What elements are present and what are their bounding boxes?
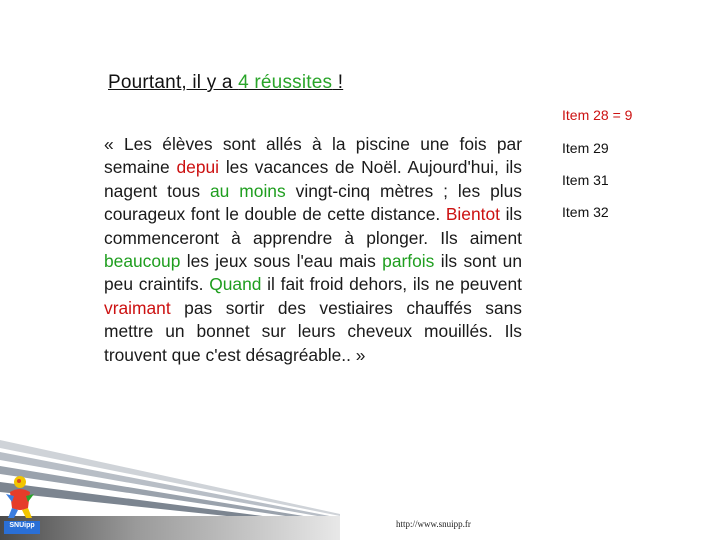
title-end: ! bbox=[332, 72, 344, 93]
text-segment: ils sont un peu craintifs. bbox=[104, 251, 522, 295]
page-title bbox=[108, 72, 343, 94]
text-segment: « Les élèves sont allés à la piscine une fois par semaine bbox=[104, 134, 522, 178]
text-segment: vingt-cinq mètres ; les plus courageux font le double de cette distance. bbox=[104, 180, 523, 225]
footer-bar bbox=[0, 516, 340, 540]
dictation-paragraph bbox=[104, 133, 522, 367]
text-segment: les vacances de Noël. Aujourd'hui, ils nagent tous bbox=[104, 157, 522, 201]
item-31: Item 31 bbox=[562, 172, 609, 188]
text-segment: ils commenceront à apprendre à plonger. Ils aiment bbox=[104, 204, 522, 248]
text-segment: pas sortir des vestiaires chauffés sans mettre un bonnet sur leurs cheveux mouillés. Ils trouvent que c'est désagréable.. » bbox=[104, 297, 522, 365]
item-list bbox=[562, 140, 609, 236]
correct-word: au moins bbox=[209, 180, 286, 201]
text-segment: les jeux sous l'eau mais bbox=[180, 251, 383, 272]
item-32: Item 32 bbox=[562, 204, 609, 220]
title-start: Pourtant, il y a bbox=[108, 72, 239, 93]
error-word: vraimant bbox=[104, 297, 171, 318]
item-29: Item 29 bbox=[562, 140, 609, 156]
item-28-score: Item 28 = 9 bbox=[562, 107, 633, 123]
footer-url[interactable]: http://www.snuipp.fr bbox=[396, 519, 471, 529]
error-word: depui bbox=[176, 157, 220, 178]
correct-word: beaucoup bbox=[104, 251, 181, 272]
correct-word: parfois bbox=[382, 251, 435, 272]
logo-text: SNUipp bbox=[9, 522, 35, 529]
error-word: Bientot bbox=[445, 204, 500, 225]
text-segment: il fait froid dehors, ils ne peuvent bbox=[261, 274, 522, 295]
title-highlight: 4 réussites bbox=[238, 72, 333, 93]
correct-word: Quand bbox=[209, 274, 262, 295]
